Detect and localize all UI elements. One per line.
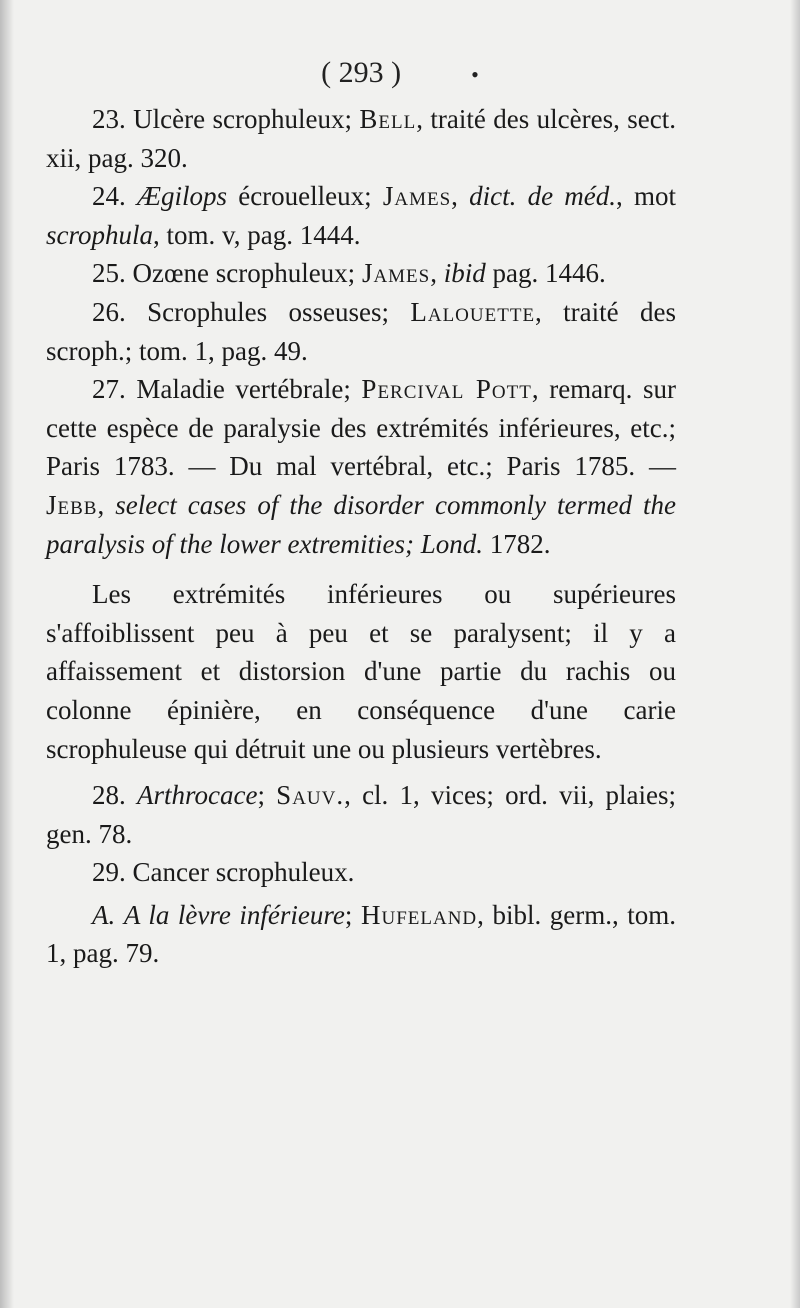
- entry-number: 24.: [92, 181, 126, 212]
- entry-reference: 1782.: [489, 528, 551, 559]
- entry-reference: , bibl. germ., tom. 1, pag. 79.: [46, 899, 677, 969]
- entry-title: Ozœne scrophuleux;: [132, 258, 356, 289]
- header-mark: •: [471, 62, 479, 87]
- punctuation: ,: [451, 181, 458, 212]
- entry-title: Maladie vertébrale;: [136, 374, 351, 405]
- entry-author: Lalouette: [410, 296, 536, 327]
- entry-author: Sauv.: [276, 780, 345, 811]
- entry-author: James: [361, 258, 431, 289]
- entry-23: [46, 100, 676, 177]
- page-header: [0, 56, 800, 90]
- entry-29: [46, 853, 676, 892]
- entry-reference: , traité des ulcères, sect. xii, pag. 320.: [46, 104, 677, 173]
- entry-number: 29.: [92, 857, 126, 888]
- page-edge-right: [790, 0, 800, 1308]
- entry-title-italic: Ægilops: [136, 181, 227, 212]
- entry-term: scrophula: [46, 219, 153, 250]
- entry-28: [46, 776, 676, 853]
- entry-author: James: [382, 181, 452, 212]
- entry-reference-part: , mot: [616, 181, 677, 212]
- entry-title: Scrophules osseuses;: [147, 296, 389, 327]
- page-edge-left: [0, 0, 14, 1308]
- entry-number: 23.: [92, 104, 126, 134]
- entry-reference: , tom. v, pag. 1444.: [153, 219, 361, 250]
- page-body: [46, 100, 676, 973]
- entry-27: [46, 370, 676, 563]
- entry-reference: , cl. 1, vices; ord. vii, plaies; gen. 78.: [46, 780, 677, 849]
- entry-work: dict. de méd.: [469, 181, 617, 212]
- page-number: ( 293 ): [321, 56, 402, 89]
- entry-reference: , traité des scroph.; tom. 1, pag. 49.: [46, 296, 676, 366]
- entry-title: Ulcère scrophuleux;: [133, 104, 352, 134]
- punctuation: ;: [257, 780, 265, 811]
- entry-author: Bell: [359, 104, 417, 134]
- entry-25: [46, 254, 676, 293]
- entry-number: 25.: [92, 258, 126, 289]
- description-paragraph: Les extrémités inférieures ou supérieures s'affoiblissent peu à peu et se paralysent; il y a affaissement et distorsion d'une partie du rachis ou colonne épinière, en conséquence d'une carie scrophuleuse qui détruit une ou plusieurs vertèbres.: [46, 579, 676, 764]
- entry-number: 28.: [92, 780, 126, 811]
- punctuation: ,: [430, 258, 437, 289]
- entry-author: Hufeland: [360, 899, 478, 930]
- entry-work: select cases of the disorder commonly termed the paralysis of the lower extremities; Lond.: [46, 489, 676, 559]
- entry-reference: pag. 1446.: [492, 258, 606, 289]
- entry-number: 26.: [92, 296, 126, 327]
- entry-author-2: Jebb: [46, 489, 98, 520]
- entry-title-italic: Arthrocace: [136, 780, 258, 811]
- entry-subnumber: A.: [92, 899, 116, 930]
- entry-26: [46, 293, 676, 370]
- punctuation: ;: [344, 899, 353, 930]
- entry-title: Cancer scrophuleux.: [132, 857, 355, 888]
- punctuation: ,: [97, 489, 105, 520]
- entry-author: Percival Pott: [361, 374, 532, 405]
- entry-work: ibid: [443, 258, 486, 289]
- entry-number: 27.: [92, 374, 126, 405]
- entry-24: [46, 177, 676, 254]
- entry-29-a: [46, 896, 676, 973]
- entry-title: écrouelleux;: [238, 181, 372, 212]
- entry-title-italic: A la lèvre inférieure: [123, 899, 345, 930]
- entry-reference-part: , remarq. sur cette espèce de paralysie des extrémités inférieures, etc.; Paris 1783. — Du mal vertébral, etc.; Paris 1785. —: [46, 374, 676, 482]
